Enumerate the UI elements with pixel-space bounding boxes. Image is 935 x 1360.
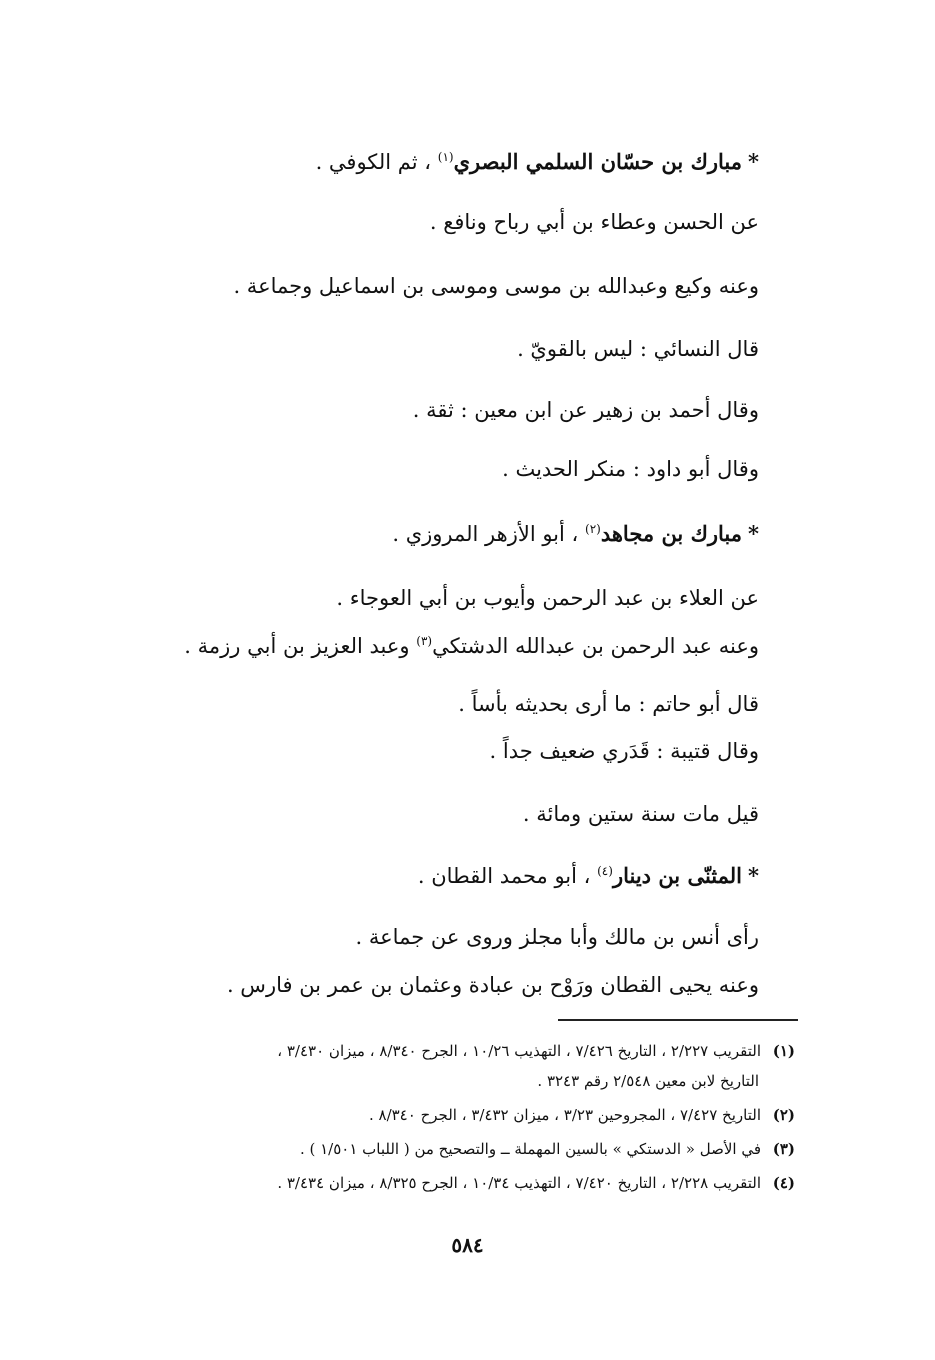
footnote <box>300 1138 795 1160</box>
text-segment: وعنه عبد الرحمن بن عبدالله الدشتكي <box>432 634 759 658</box>
text-line <box>184 630 759 662</box>
text-line: عن الحسن وعطاء بن أبي رباح ونافع . <box>429 210 759 234</box>
text-line: وقال أبو داود : منكر الحديث . <box>502 457 759 481</box>
text-line: وقال قتيبة : قَدَري ضعيف جداً . <box>489 739 759 763</box>
footnote-number: (٣) <box>772 1140 795 1158</box>
footnote <box>277 1172 795 1194</box>
footnote-ref[interactable]: (١) <box>437 150 454 164</box>
footnote-continuation: التاريخ لابن معين ٢/٥٤٨ رقم ٣٢٤٣ . <box>537 1072 759 1090</box>
footnote-text: التقريب ٢/٢٢٧ ، التاريخ ٧/٤٢٦ ، التهذيب ١٠/٢٦ ، الجرح ٨/٣٤٠ ، ميزان ٣/٤٣٠ ، <box>277 1042 761 1060</box>
text-line: وقال أحمد بن زهير عن ابن معين : ثقة . <box>412 398 759 422</box>
entry-kunya: ، ثم الكوفي . <box>315 150 438 174</box>
entry-heading <box>316 146 759 178</box>
footnote-ref[interactable]: (٤) <box>597 864 613 878</box>
entry-marker: * <box>748 863 759 888</box>
footnote-ref[interactable]: (٣) <box>416 634 433 648</box>
entry-kunya: ، أبو الأزهر المروزي . <box>392 522 585 546</box>
text-line: قال النسائي : ليس بالقويّ . <box>517 337 759 361</box>
footnote-number: (٤) <box>772 1174 795 1192</box>
entry-heading <box>418 860 759 892</box>
footnote <box>277 1040 795 1062</box>
text-line: قال أبو حاتم : ما أرى بحديثه بأساً . <box>458 692 759 716</box>
entry-name: المثنّى بن دينار <box>612 863 743 888</box>
text-line: وعنه وكيع وعبدالله بن موسى وموسى بن اسماعيل وجماعة . <box>233 274 759 298</box>
footnote-text: في الأصل « الدستكي » بالسين المهملة ــ والتصحيح من ( اللباب ١/٥٠١ ) . <box>299 1140 761 1158</box>
footnote-number: (٢) <box>772 1106 795 1124</box>
entry-heading <box>392 518 759 550</box>
entry-kunya: ، أبو محمد القطان . <box>417 864 598 888</box>
entry-name: مبارك بن حسّان السلمي البصري <box>453 149 743 174</box>
footnote-number: (١) <box>772 1042 795 1060</box>
text-line: رأى أنس بن مالك وأبا مجلز وروى عن جماعة . <box>355 925 759 949</box>
footnote-ref[interactable]: (٢) <box>585 522 601 536</box>
text-line: وعنه يحيى القطان ورَوْح بن عبادة وعثمان بن عمر بن فارس . <box>226 973 759 997</box>
entry-marker: * <box>748 521 759 546</box>
text-segment: وعبد العزيز بن أبي رزمة . <box>184 634 417 658</box>
text-line: عن العلاء بن عبد الرحمن وأيوب بن أبي العوجاء . <box>336 586 759 610</box>
entry-marker: * <box>748 149 759 174</box>
text-line: قيل مات سنة ستين ومائة . <box>522 802 759 826</box>
entry-name: مبارك بن مجاهد <box>600 521 743 546</box>
footnote-text: التاريخ ٧/٤٢٧ ، المجروحين ٣/٢٣ ، ميزان ٣/٤٣٢ ، الجرح ٨/٣٤٠ . <box>368 1106 761 1124</box>
footnote-text: التقريب ٢/٢٢٨ ، التاريخ ٧/٤٢٠ ، التهذيب ١٠/٣٤ ، الجرح ٨/٣٢٥ ، ميزان ٣/٤٣٤ . <box>277 1174 761 1192</box>
footnote <box>369 1104 795 1126</box>
footnote-separator <box>558 1019 798 1021</box>
page-number: ٥٨٤ <box>451 1233 484 1257</box>
